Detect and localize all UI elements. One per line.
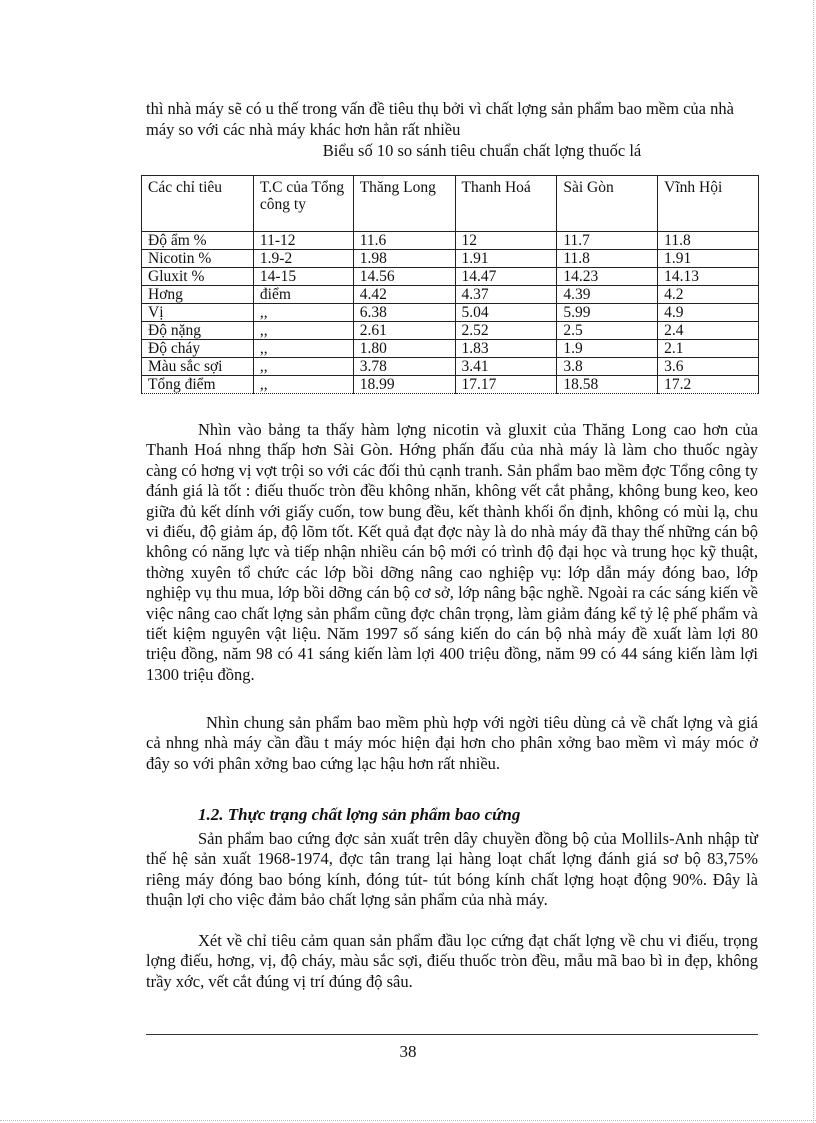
table-cell: 3.41 <box>455 358 557 376</box>
table-cell: 14.56 <box>353 268 455 286</box>
section-heading: 1.2. Thực trạng chất lợng sản phẩm bao cứng <box>198 805 521 824</box>
page-edge-right <box>813 0 814 1123</box>
table-cell: 11-12 <box>253 232 353 250</box>
table-cell: 3.6 <box>658 358 759 376</box>
table-cell: 14-15 <box>253 268 353 286</box>
table-cell: 1.80 <box>353 340 455 358</box>
quality-comparison-table <box>141 175 759 394</box>
table-cell: ,, <box>253 358 353 376</box>
table-caption: Biểu số 10 so sánh tiêu chuẩn chất lợng thuốc lá <box>322 141 642 160</box>
table-row <box>142 340 759 358</box>
table-cell: Tổng điểm <box>142 376 254 394</box>
table-cell: 17.17 <box>455 376 557 394</box>
table-cell: 14.47 <box>455 268 557 286</box>
table-cell: Gluxit % <box>142 268 254 286</box>
table-cell: Vị <box>142 304 254 322</box>
table-row <box>142 304 759 322</box>
table-row <box>142 358 759 376</box>
table-row <box>142 286 759 304</box>
table-cell: 11.8 <box>658 232 759 250</box>
header-cell: Các chỉ tiêu <box>142 176 254 232</box>
analysis-paragraph: Nhìn vào bảng ta thấy hàm lợng nicotin và gluxit của Thăng Long cao hơn của Thanh Hoá nhng thấp hơn Sài Gòn. Hớng phấn đấu của nhà máy là làm cho thuốc ngày càng có hơng vị vợt trội so với các đối thủ cạnh tranh. Sản phẩm bao mềm đợc Tổng công ty đánh giá là tốt : điếu thuốc tròn đều không nhăn, không vết cắt phẳng, không bung keo, keo giữa đủ kết dính với giấy cuốn, tow bung đều, kết thành khối ổn định, không có mùi lạ, chu vi điếu, độ giảm áp, độ lõm tốt. Kết quả đạt đợc này là do nhà máy đã thay thế những cán bộ không có năng lực và tiếp nhận nhiều cán bộ mới có trình độ đại học và trung học kỹ thuật, thờng xuyên tổ chức các lớp bồi dỡng nâng cao nghiệp vụ: lớp dẫn máy đóng bao, lớp nghiệp vụ thu mua, lớp bồi dỡng cán bộ cơ sở, lớp nâng bậc nghề. Ngoài ra các sáng kiến về việc nâng cao chất lợng sản phẩm cũng đợc chân trọng, làm giảm đáng kể tỷ lệ phế phẩm và tiết kiệm nguyên vật liệu. Năm 1997 số sáng kiến do cán bộ nhà máy đề xuất làm lợi 80 triệu đồng, năm 98 có 41 sáng kiến làm lợi 400 triệu đồng, năm 99 có 44 sáng kiến làm lợi 1300 triệu đồng. <box>146 420 758 684</box>
header-cell: Sài Gòn <box>557 176 658 232</box>
table-cell: 3.8 <box>557 358 658 376</box>
table-cell: 1.98 <box>353 250 455 268</box>
page-edge-bottom <box>0 1120 816 1121</box>
table-row <box>142 250 759 268</box>
table-cell: 4.37 <box>455 286 557 304</box>
table-cell: 2.52 <box>455 322 557 340</box>
table-cell: 12 <box>455 232 557 250</box>
header-cell: Thăng Long <box>353 176 455 232</box>
table-cell: 4.39 <box>557 286 658 304</box>
table-cell: 14.23 <box>557 268 658 286</box>
table-cell: 1.9 <box>557 340 658 358</box>
table-cell: Độ nặng <box>142 322 254 340</box>
table-cell: ,, <box>253 304 353 322</box>
table-cell: 5.99 <box>557 304 658 322</box>
table-cell: ,, <box>253 376 353 394</box>
table-cell: 18.58 <box>557 376 658 394</box>
table-cell: Nicotin % <box>142 250 254 268</box>
table-cell: Hơng <box>142 286 254 304</box>
footer-divider <box>146 1034 758 1035</box>
table-cell: 2.5 <box>557 322 658 340</box>
table-cell: 3.78 <box>353 358 455 376</box>
table-cell: 2.61 <box>353 322 455 340</box>
page-number: 38 <box>399 1042 417 1061</box>
table-cell: 18.99 <box>353 376 455 394</box>
table-row <box>142 268 759 286</box>
table-cell: 4.42 <box>353 286 455 304</box>
table-row <box>142 232 759 250</box>
table-cell: 2.4 <box>658 322 759 340</box>
table-cell: ,, <box>253 322 353 340</box>
summary-paragraph: Nhìn chung sản phẩm bao mềm phù hợp với ngời tiêu dùng cả về chất lợng và giá cả nhng nhà máy cần đầu t máy móc hiện đại hơn cho phân xởng bao mềm vì máy móc ở đây so với phân xởng bao cứng lạc hậu hơn rất nhiều. <box>146 713 758 773</box>
table-cell: 1.91 <box>455 250 557 268</box>
table-cell: 1.91 <box>658 250 759 268</box>
table-cell: điểm <box>253 286 353 304</box>
table-cell: 14.13 <box>658 268 759 286</box>
table-cell: 11.8 <box>557 250 658 268</box>
table-cell: 11.6 <box>353 232 455 250</box>
table-header-row <box>142 176 759 232</box>
table-cell: ,, <box>253 340 353 358</box>
table-cell: 1.9-2 <box>253 250 353 268</box>
table-cell: Độ ẩm % <box>142 232 254 250</box>
table-cell: 6.38 <box>353 304 455 322</box>
sensory-criteria-paragraph: Xét về chỉ tiêu cảm quan sản phẩm đầu lọc cứng đạt chất lợng về chu vi điếu, trọng lợng điếu, hơng, vị, độ cháy, màu sắc sợi, điếu thuốc tròn đều, mẫu mã bao bì in đẹp, không trầy xớc, vết cắt đúng vị trí đúng độ sâu. <box>146 931 758 991</box>
table-row <box>142 322 759 340</box>
table-cell: 4.9 <box>658 304 759 322</box>
table-cell: 11.7 <box>557 232 658 250</box>
table-cell: 5.04 <box>455 304 557 322</box>
table-cell: Độ cháy <box>142 340 254 358</box>
table-cell: 2.1 <box>658 340 759 358</box>
table-row <box>142 376 759 394</box>
hard-pack-paragraph: Sản phẩm bao cứng đợc sản xuất trên dây chuyền đồng bộ của Mollils-Anh nhập từ thế hệ sản xuất 1968-1974, đợc tân trang lại hàng loạt chất lợng đánh giá sơ bộ 83,75% riêng máy đóng bao bóng kính, đóng tút- tút bóng kính chất lợng hoạt động 90%. Đây là thuận lợi cho việc đảm bảo chất lợng sản phẩm của nhà máy. <box>146 829 758 910</box>
intro-paragraph: thì nhà máy sẽ có u thế trong vấn đề tiêu thụ bởi vì chất lợng sản phẩm bao mềm của nhà máy so với các nhà máy khác hơn hẳn rất nhiều <box>146 99 734 139</box>
header-cell: Thanh Hoá <box>455 176 557 232</box>
header-cell: T.C của Tổng công ty <box>253 176 353 232</box>
table-cell: Màu sắc sợi <box>142 358 254 376</box>
table-cell: 4.2 <box>658 286 759 304</box>
table-cell: 17.2 <box>658 376 759 394</box>
header-cell: Vĩnh Hội <box>658 176 759 232</box>
table-cell: 1.83 <box>455 340 557 358</box>
